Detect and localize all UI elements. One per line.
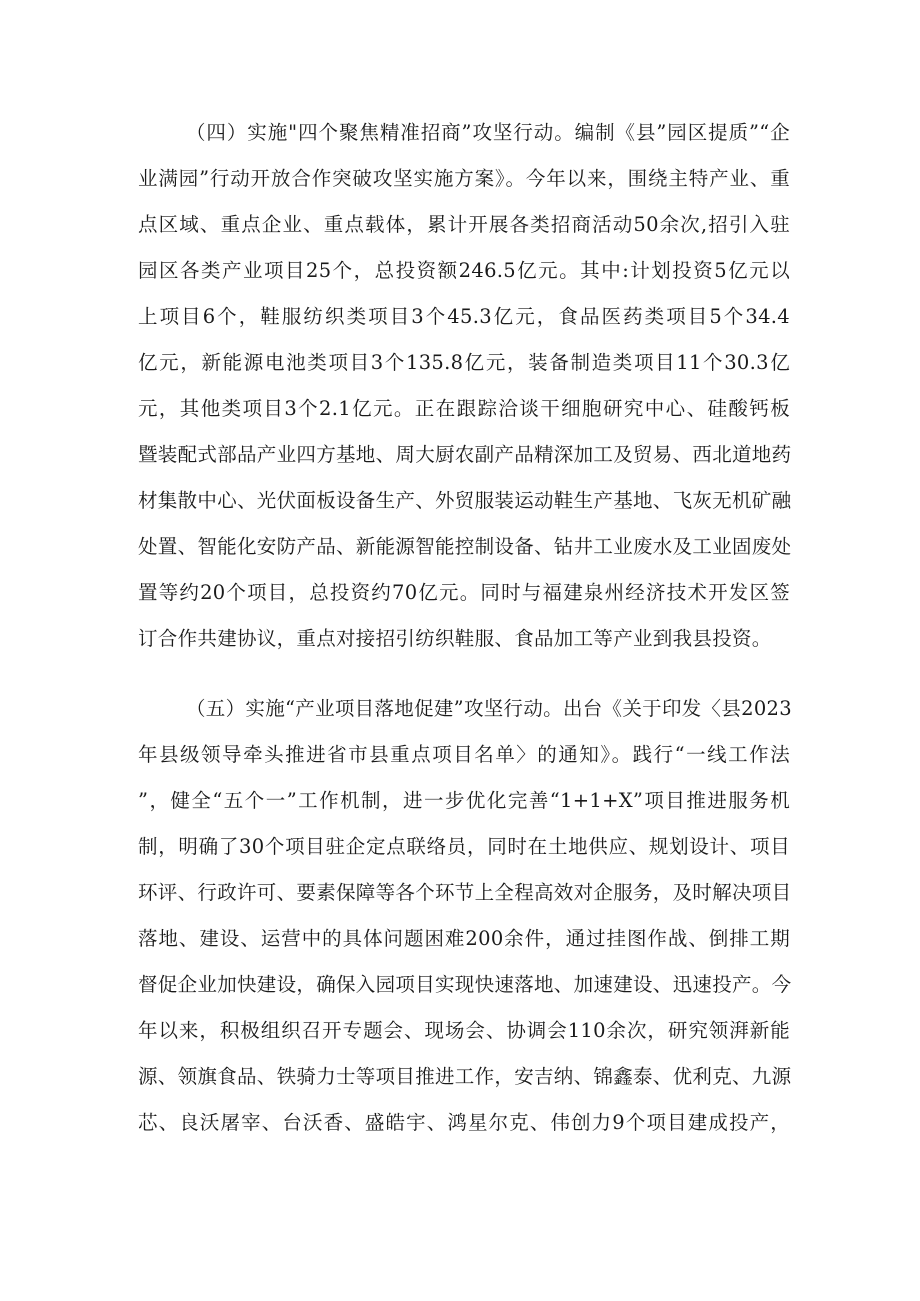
paragraph-4-line: 暨装配式部品产业四方基地、周大厨农副产品精深加工及贸易、西北道地药	[138, 443, 792, 466]
paragraph-4-line: 点区域、重点企业、重点载体，累计开展各类招商活动50余次,招引入驻	[138, 213, 790, 236]
paragraph-4-line: 园区各类产业项目25个，总投资额246.5亿元。其中:计划投资5亿元以	[138, 259, 790, 282]
paragraph-4-line: 元，其他类项目3个2.1亿元。正在跟踪洽谈干细胞研究中心、硅酸钙板	[138, 397, 790, 420]
paragraph-5-line: 年以来，积极组织召开专题会、现场会、协调会110余次，研究领湃新能	[138, 1019, 790, 1042]
paragraph-5-line: ”，健全“五个一”工作机制，进一步优化完善“1+1+X”项目推进服务机	[138, 789, 790, 812]
paragraph-4-line: 上项目6个，鞋服纺织类项目3个45.3亿元，食品医药类项目5个34.4	[138, 305, 790, 328]
paragraph-5-line: （五）实施“产业项目落地促建”攻坚行动。出台《关于印发〈县2023	[186, 697, 792, 720]
paragraph-4-line: 订合作共建协议，重点对接招引纺织鞋服、食品加工等产业到我县投资。	[138, 627, 772, 650]
paragraph-5-line: 芯、良沃屠宰、台沃香、盛皓宇、鸿星尔克、伟创力9个项目建成投产，	[138, 1111, 790, 1134]
paragraph-5-line: 督促企业加快建设，确保入园项目实现快速落地、加速建设、迅速投产。今	[138, 973, 792, 996]
paragraph-4-line: 亿元，新能源电池类项目3个135.8亿元，装备制造类项目11个30.3亿	[138, 351, 790, 374]
paragraph-5-line: 源、领旗食品、铁骑力士等项目推进工作，安吉纳、锦鑫泰、优利克、九源	[138, 1065, 792, 1088]
paragraph-5-line: 落地、建设、运营中的具体问题困难200余件，通过挂图作战、倒排工期	[138, 927, 790, 950]
paragraph-4-line: 材集散中心、光伏面板设备生产、外贸服装运动鞋生产基地、飞灰无机矿融	[138, 489, 792, 512]
paragraph-4-line: 置等约20个项目，总投资约70亿元。同时与福建泉州经济技术开发区签	[138, 581, 790, 604]
paragraph-4-line: 处置、智能化安防产品、新能源智能控制设备、钻井工业废水及工业固废处	[138, 535, 792, 558]
paragraph-4-line: （四）实施"四个聚焦精准招商”攻坚行动。编制《县”园区提质”“企	[186, 121, 790, 144]
paragraph-5-line: 制，明确了30个项目驻企定点联络员，同时在土地供应、规划设计、项目	[138, 835, 790, 858]
paragraph-5-line: 环评、行政许可、要素保障等各个环节上全程高效对企服务，及时解决项目	[138, 881, 792, 904]
paragraph-5-line: 年县级领导牵头推进省市县重点项目名单〉的通知》。践行“一线工作法	[138, 743, 790, 766]
paragraph-4-line: 业满园”行动开放合作突破攻坚实施方案》。今年以来，围绕主特产业、重	[138, 167, 790, 190]
